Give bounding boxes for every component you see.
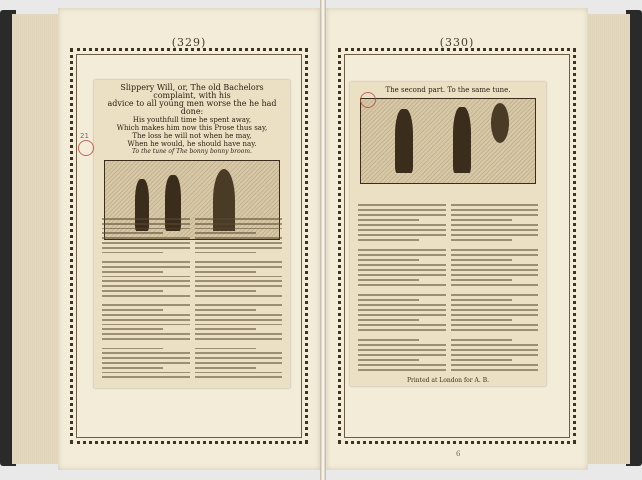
right-ballad-sheet — [350, 82, 546, 386]
text-line — [358, 249, 446, 251]
text-line — [358, 254, 446, 256]
text-line — [358, 274, 446, 276]
text-line — [102, 300, 190, 302]
text-line — [358, 304, 446, 306]
text-line — [102, 372, 190, 374]
text-line — [102, 252, 163, 254]
text-line — [358, 364, 446, 366]
left-ballad-title — [100, 84, 284, 156]
woodcut-tree — [491, 103, 509, 143]
text-line — [451, 349, 539, 351]
text-line — [451, 254, 539, 256]
text-line — [102, 280, 190, 282]
text-line — [451, 224, 539, 226]
title-line-3: His youthfull time he spent away, — [132, 116, 252, 124]
text-line — [195, 218, 283, 220]
text-line — [358, 229, 446, 231]
text-line — [358, 224, 446, 226]
text-line — [358, 314, 446, 316]
text-line — [102, 328, 163, 330]
tune-line: To the tune of The bonny bonny broom. — [132, 148, 252, 155]
text-line — [195, 247, 283, 249]
text-line — [195, 276, 283, 278]
text-line — [451, 264, 539, 266]
right-page-edges — [582, 14, 630, 464]
text-line — [451, 324, 539, 326]
text-line — [102, 348, 163, 350]
text-line — [195, 362, 283, 364]
text-line — [102, 223, 190, 225]
left-ballad-text — [102, 218, 282, 378]
text-line — [358, 234, 446, 236]
text-line — [102, 314, 190, 316]
text-line — [102, 218, 190, 220]
text-line — [102, 324, 190, 326]
text-line — [451, 364, 539, 366]
text-line — [451, 229, 539, 231]
text-line — [451, 234, 539, 236]
text-line — [195, 295, 283, 297]
text-line — [102, 295, 190, 297]
text-line — [195, 338, 283, 340]
text-line — [102, 352, 190, 354]
right-text-column-2 — [451, 204, 539, 376]
text-line — [358, 294, 446, 296]
text-line — [195, 232, 256, 234]
title-line-4: Which makes him now this Prose thus say, — [116, 124, 268, 132]
text-line — [451, 259, 512, 261]
text-line — [195, 261, 283, 263]
text-line — [451, 219, 512, 221]
text-line — [358, 214, 446, 216]
text-line — [358, 244, 446, 246]
title-line-2: advice to all young men worse the he had done: — [107, 99, 277, 116]
text-line — [195, 223, 283, 225]
text-line — [451, 284, 539, 286]
text-line — [102, 261, 190, 263]
text-line — [451, 279, 512, 281]
text-line — [451, 334, 539, 336]
text-line — [102, 285, 190, 287]
left-text-column-1 — [102, 218, 190, 378]
text-line — [195, 314, 283, 316]
text-line — [451, 269, 539, 271]
text-line — [358, 359, 419, 361]
text-line — [358, 279, 419, 281]
text-line — [451, 309, 539, 311]
text-line — [195, 357, 283, 359]
text-line — [102, 256, 190, 258]
text-line — [195, 290, 256, 292]
text-line — [358, 329, 446, 331]
text-line — [102, 237, 190, 239]
text-line — [358, 334, 446, 336]
woodcut-figure — [453, 107, 471, 173]
text-line — [451, 339, 512, 341]
right-text-column-1 — [358, 204, 446, 376]
text-line — [358, 324, 446, 326]
left-margin-note: 21 — [80, 132, 89, 140]
title-line-5: The loss he will not when he may, — [132, 132, 252, 140]
right-margin-note: 6 — [456, 450, 461, 458]
text-line — [195, 256, 283, 258]
right-ballad-header: The second part. To the same tune. — [385, 86, 511, 94]
text-line — [451, 344, 539, 346]
text-line — [102, 367, 163, 369]
text-line — [195, 333, 283, 335]
title-line-1: Slippery Will, or, The old Bachelors complaint, with his — [120, 83, 264, 100]
text-line — [195, 309, 256, 311]
woodcut-figure — [395, 109, 413, 173]
text-line — [195, 252, 256, 254]
library-stamp — [360, 92, 376, 108]
text-line — [195, 343, 283, 345]
text-line — [195, 300, 283, 302]
text-line — [451, 289, 539, 291]
text-line — [358, 354, 446, 356]
text-line — [195, 271, 256, 273]
text-line — [358, 209, 446, 211]
text-line — [195, 352, 283, 354]
text-line — [102, 319, 190, 321]
text-line — [451, 354, 539, 356]
text-line — [195, 304, 283, 306]
library-stamp — [78, 140, 94, 156]
text-line — [102, 228, 190, 230]
text-line — [358, 269, 446, 271]
text-line — [451, 299, 512, 301]
text-line — [102, 276, 190, 278]
text-line — [195, 328, 256, 330]
text-line — [102, 333, 190, 335]
text-line — [195, 372, 283, 374]
text-line — [451, 214, 539, 216]
text-line — [102, 242, 190, 244]
imprint-line: Printed at London for A. B. — [406, 377, 490, 384]
text-line — [358, 239, 419, 241]
text-line — [102, 343, 190, 345]
right-page-number: (330) — [439, 36, 475, 49]
text-line — [102, 232, 163, 234]
text-line — [358, 284, 446, 286]
text-line — [358, 204, 446, 206]
text-line — [451, 304, 539, 306]
text-line — [195, 266, 283, 268]
text-line — [195, 367, 256, 369]
text-line — [358, 349, 446, 351]
text-line — [102, 290, 163, 292]
text-line — [358, 299, 419, 301]
text-line — [195, 376, 283, 378]
text-line — [195, 237, 283, 239]
text-line — [195, 285, 283, 287]
text-line — [451, 209, 539, 211]
text-line — [358, 264, 446, 266]
text-line — [451, 244, 539, 246]
text-line — [102, 266, 190, 268]
text-line — [195, 280, 283, 282]
text-line — [102, 304, 190, 306]
text-line — [358, 219, 419, 221]
text-line — [451, 359, 512, 361]
text-line — [102, 362, 190, 364]
right-page — [326, 8, 588, 470]
text-line — [358, 289, 446, 291]
text-line — [358, 344, 446, 346]
text-line — [195, 348, 256, 350]
text-line — [451, 294, 539, 296]
text-line — [102, 247, 190, 249]
text-line — [195, 228, 283, 230]
text-line — [358, 369, 446, 371]
left-page-number: (329) — [171, 36, 207, 49]
text-line — [195, 319, 283, 321]
text-line — [451, 239, 512, 241]
title-line-6: When he would, he should have nay. — [127, 140, 257, 148]
text-line — [102, 357, 190, 359]
text-line — [358, 339, 419, 341]
text-line — [358, 309, 446, 311]
text-line — [451, 249, 539, 251]
left-page — [58, 8, 320, 470]
right-ballad-text — [358, 204, 538, 376]
text-line — [451, 204, 539, 206]
text-line — [195, 324, 283, 326]
text-line — [102, 376, 190, 378]
left-text-column-2 — [195, 218, 283, 378]
text-line — [102, 271, 163, 273]
text-line — [195, 242, 283, 244]
text-line — [451, 329, 539, 331]
text-line — [451, 314, 539, 316]
right-woodcut-image — [360, 98, 536, 184]
text-line — [102, 338, 190, 340]
text-line — [358, 319, 419, 321]
text-line — [451, 319, 512, 321]
text-line — [451, 369, 539, 371]
text-line — [358, 259, 419, 261]
left-ballad-sheet — [94, 80, 290, 388]
text-line — [451, 274, 539, 276]
text-line — [102, 309, 163, 311]
